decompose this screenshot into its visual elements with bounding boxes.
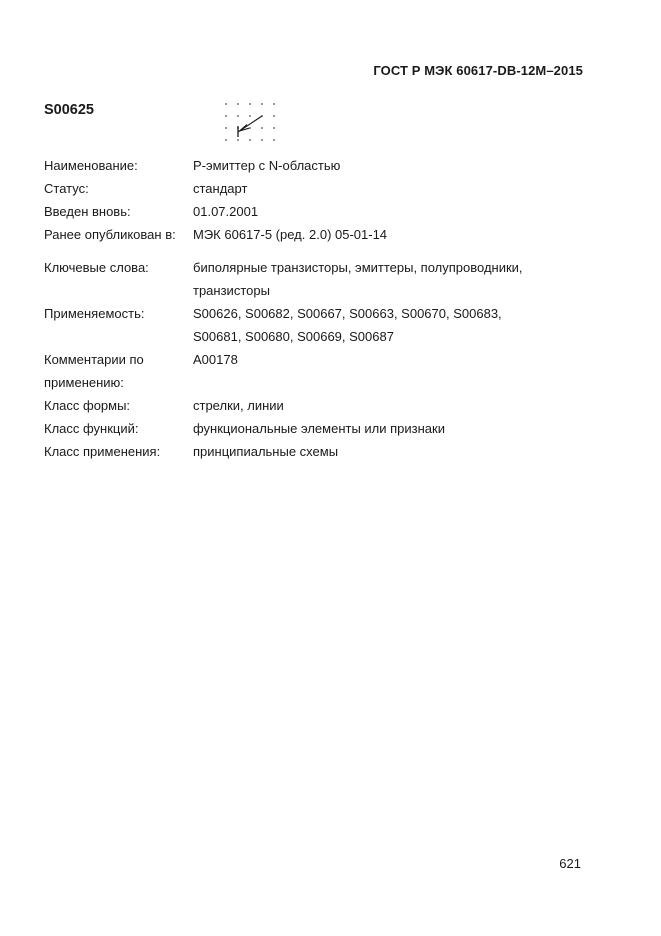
value-applicability-line1: S00626, S00682, S00667, S00663, S00670, S00683, — [193, 306, 502, 321]
page-number: 621 — [559, 856, 581, 871]
attribute-table — [44, 154, 604, 463]
label-function-class: Класс функций: — [44, 421, 139, 436]
value-shape-class: стрелки, линии — [193, 398, 284, 413]
value-introduced: 01.07.2001 — [193, 204, 259, 219]
grid-dots — [225, 103, 275, 141]
value-keywords-line1: биполярные транзисторы, эмиттеры, полупроводники, — [193, 260, 523, 275]
value-applicability-line2: S00681, S00680, S00669, S00687 — [193, 329, 394, 344]
value-comments: A00178 — [193, 352, 238, 367]
value-function-class: функциональные элементы или признаки — [193, 421, 445, 436]
row-introduced — [44, 200, 604, 223]
value-status: стандарт — [193, 181, 248, 196]
row-status — [44, 177, 604, 200]
label-keywords: Ключевые слова: — [44, 260, 149, 275]
value-keywords-line2: транзисторы — [193, 283, 270, 298]
row-application-class — [44, 440, 604, 463]
row-comments — [44, 348, 604, 394]
row-applicability — [44, 302, 604, 348]
label-status: Статус: — [44, 181, 89, 196]
label-shape-class: Класс формы: — [44, 398, 131, 413]
symbol-code: S00625 — [44, 102, 94, 118]
label-applicability: Применяемость: — [44, 306, 145, 321]
row-keywords — [44, 256, 604, 302]
value-published: МЭК 60617-5 (ред. 2.0) 05-01-14 — [193, 227, 388, 242]
standard-header: ГОСТ Р МЭК 60617-DB-12M–2015 — [373, 63, 583, 78]
value-comments-spacer — [193, 371, 604, 394]
label-application-class: Класс применения: — [44, 444, 161, 459]
label-comments — [44, 348, 189, 394]
p-emitter-n-region-icon — [220, 100, 280, 148]
row-name — [44, 154, 604, 177]
label-name: Наименование: — [44, 158, 138, 173]
value-name: Р-эмиттер с N-областью — [193, 158, 341, 173]
label-comments-line1: Комментарии по — [44, 352, 144, 367]
label-comments-line2: применению: — [44, 375, 124, 390]
value-application-class: принципиальные схемы — [193, 444, 339, 459]
row-shape-class — [44, 394, 604, 417]
row-function-class — [44, 417, 604, 440]
label-published: Ранее опубликован в: — [44, 227, 176, 242]
row-published — [44, 223, 604, 246]
label-introduced: Введен вновь: — [44, 204, 131, 219]
